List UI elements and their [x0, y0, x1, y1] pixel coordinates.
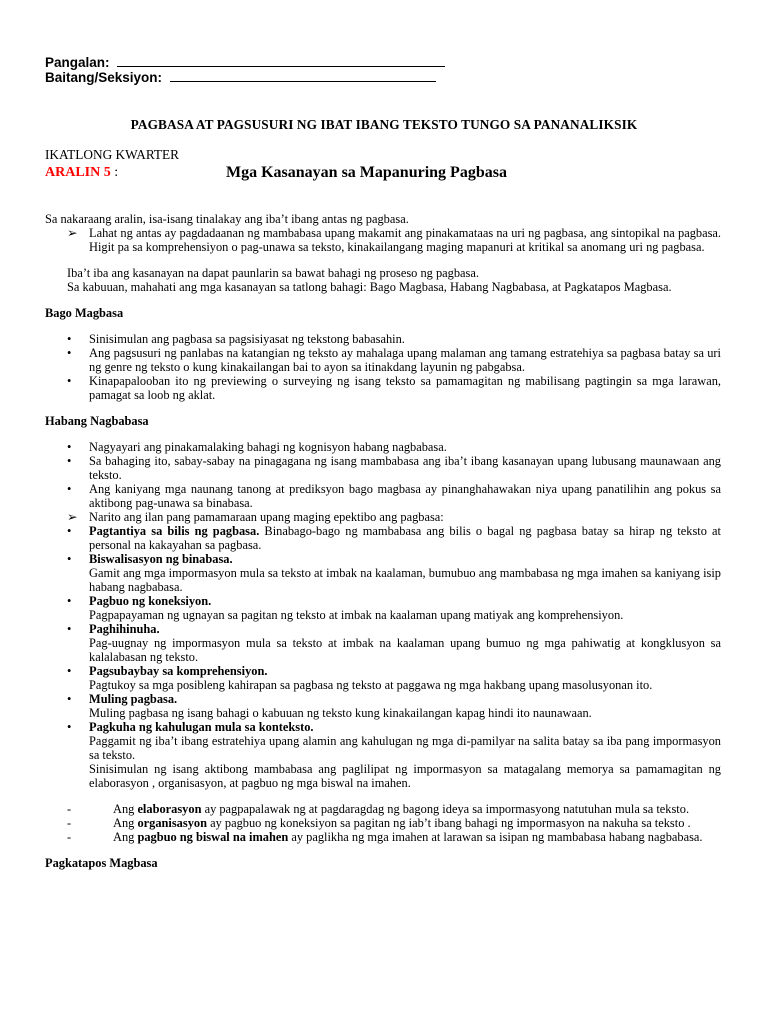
bullet-icon: • [67, 332, 72, 346]
name-label: Pangalan: [45, 55, 110, 70]
strategy-item: • Pagkuha ng kahulugan mula sa konteksto. Paggamit ng iba’t ibang estratehiya upang alamin ang kahulugan ng mga di-pamilyar na salita batay sa iba pang impormasyon sa teksto. Sinisimulan ng isang aktibong mambabasa ang paglilipat ng impormasyon sa matagalang memorya sa pamamagitan ng elaborasyon , organisasyon, at pagbuo ng mga biswal na imahen. [67, 720, 721, 790]
strategy-item: • Paghihinuha. Pag-uugnay ng impormasyon mula sa teksto at imbak na kaalaman upang bumuo ng mga pahiwatig at kongklusyon sa kalalabasan ng teksto. [67, 622, 721, 664]
document-title: PAGBASA AT PAGSUSURI NG IBAT IBANG TEKSTO TUNGO SA PANANALIKSIK [130, 117, 638, 132]
list-item: ➢ Narito ang ilan pang pamamaraan upang maging epektibo ang pagbasa: [67, 510, 444, 524]
bullet-icon: • [67, 622, 72, 636]
grade-section-field [45, 70, 445, 85]
lesson-separator: : [114, 165, 119, 180]
student-info [45, 55, 445, 85]
grade-section-label: Baitang/Seksiyon: [45, 70, 163, 85]
bullet-icon: • [67, 552, 72, 566]
bullet-icon: • [67, 524, 72, 538]
section-heading-pagkatapos: Pagkatapos Magbasa [45, 856, 158, 870]
section-heading-bago: Bago Magbasa [45, 306, 124, 320]
arrow-bullet-icon: ➢ [67, 226, 78, 240]
list-item: • Kinapapalooban ito ng previewing o surveying ng isang teksto sa pamamagitan ng mabilisang pagtingin sa mga larawan, pamagat sa loob ng aklat. [67, 374, 721, 402]
name-field [45, 55, 445, 70]
lesson-title: Mga Kasanayan sa Mapanuring Pagbasa [226, 164, 507, 181]
memory-strategy-item: - Ang elaborasyon ay pagpapalawak ng at pagdaragdag ng bagong ideya sa impormasyong natutuhan mula sa teksto. [67, 802, 690, 816]
lesson-number-text: ARALIN 5 [45, 165, 111, 180]
bullet-icon: • [67, 454, 72, 468]
list-item: • Nagyayari ang pinakamalaking bahagi ng kognisyon habang nagbabasa. [67, 440, 447, 454]
bullet-icon: • [67, 594, 72, 608]
intro-arrow-item: ➢ Lahat ng antas ay pagdadaanan ng mambabasa upang makamit ang pinakamataas na uri ng pagbasa, ang sintopikal na pagbasa. Higit pa sa komprehensiyon o pag-unawa sa teksto, kinakailangang maging mapanuri at kritikal sa anomang uri ng pagbasa. [67, 226, 721, 254]
bullet-icon: • [67, 482, 72, 496]
list-item: • Sinisimulan ang pagbasa sa pagsisiyasat ng tekstong babasahin. [67, 332, 405, 346]
strategy-item: • Biswalisasyon ng binabasa. Gamit ang mga impormasyon mula sa teksto at imbak na kaalaman, bumubuo ang mambabasa ng mga imahen sa kaniyang isip habang nagbabasa. [67, 552, 721, 594]
bullet-icon: • [67, 720, 72, 734]
bullet-icon: • [67, 440, 72, 454]
lesson-number [45, 165, 118, 181]
strategy-item: • Muling pagbasa. Muling pagbasa ng isang bahagi o kabuuan ng teksto kung kinakailangan kapag hindi ito naunawaan. [67, 692, 592, 720]
intro-line: Sa nakaraang aralin, isa-isang tinalakay ang iba’t ibang antas ng pagbasa. [45, 212, 409, 226]
bullet-icon: • [67, 692, 72, 706]
memory-strategy-item: - Ang pagbuo ng biswal na imahen ay paglikha ng mga imahen at larawan sa isipan ng mambabasa habang nagbabasa. [67, 830, 703, 844]
quarter-label: IKATLONG KWARTER [45, 147, 180, 162]
grade-section-blank-line[interactable] [170, 70, 436, 82]
memory-strategy-item: - Ang organisasyon ay pagbuo ng koneksiyon sa pagitan ng iab’t ibang bahagi ng impormasyon na nakuha sa teksto . [67, 816, 691, 830]
strategy-item: • Pagsubaybay sa komprehensiyon. Pagtukoy sa mga posibleng kahirapan sa pagbasa ng teksto at paggawa ng mga hakbang upang masolusyonan ito. [67, 664, 653, 692]
bullet-icon: • [67, 374, 72, 388]
dash-bullet-icon: - [67, 816, 72, 830]
strategy-item: • Pagbuo ng koneksiyon. Pagpapayaman ng ugnayan sa pagitan ng teksto at imbak na kaalaman upang matiyak ang komprehensiyon. [67, 594, 624, 622]
bullet-icon: • [67, 346, 72, 360]
arrow-bullet-icon: ➢ [67, 510, 78, 524]
intro-paragraph-2: Iba’t iba ang kasanayan na dapat paunlarin sa bawat bahagi ng proseso ng pagbasa. [67, 266, 479, 280]
list-item: • Sa bahaging ito, sabay-sabay na pinagagana ng isang mambabasa ang iba’t ibang kasanayan upang lubusang maunawaan ang teksto. [67, 454, 721, 482]
lesson-body [45, 212, 721, 870]
name-blank-line[interactable] [117, 55, 445, 67]
list-item: • Ang kaniyang mga naunang tanong at prediksyon bago magbasa ay pinanghahawakan niya upang panatilihin ang pokus sa aktibong pag-unawa sa binabasa. [67, 482, 721, 510]
list-item: • Ang pagsusuri ng panlabas na katangian ng teksto ay mahalaga upang malaman ang tamang estratehiya sa pagbasa batay sa uri ng genre ng teksto o kung kinakailangan bai to ayon sa itinakdang layunin ng pabgabsa. [67, 346, 721, 374]
bullet-icon: • [67, 664, 72, 678]
dash-bullet-icon: - [67, 802, 72, 816]
section-heading-habang: Habang Nagbabasa [45, 414, 149, 428]
dash-bullet-icon: - [67, 830, 72, 844]
strategy-item: • Pagtantiya sa bilis ng pagbasa. Binabago-bago ng mambabasa ang bilis o bagal ng pagbasa batay sa hirap ng teksto at personal na kakayahan sa pagbasa. [67, 524, 721, 552]
intro-paragraph-3: Sa kabuuan, mahahati ang mga kasanayan sa tatlong bahagi: Bago Magbasa, Habang Nagbabasa, at Pagkatapos Magbasa. [67, 280, 672, 294]
